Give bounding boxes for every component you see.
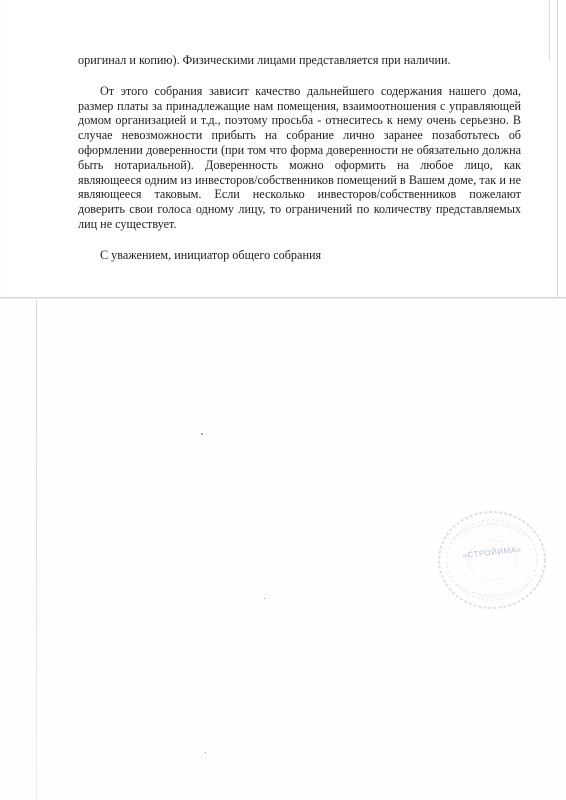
scan-speck xyxy=(205,752,206,753)
body-paragraph: От этого собрания зависит качество дальнейшего содержания нашего дома, размер платы за принадлежащие нам помещения, взаимоотношения с управляющей домом организацией и т.д., поэтому просьба - отнеситесь к нему очень серьезно. В случае невозможности прибыть на собрание лично заранее позаботьтесь об оформлении доверенности (при том что форма доверенности не обязательно должна быть нотариальной). Доверенность можно оформить на любое лицо, как являющееся одним из инвесторов/собственников помещений в Вашем доме, так и не являющееся таковым. Если несколько инвесторов/собственников пожелают доверить свои голоса одному лицу, то ограничений по количеству представляемых лиц не существует. xyxy=(78,83,521,231)
signoff-line: С уважением, инициатор общего собрания xyxy=(100,247,322,262)
sheet-edge xyxy=(0,297,566,299)
organization-stamp xyxy=(436,508,548,612)
scan-speck xyxy=(201,433,203,435)
stamp-text: «СТРОЙИМА» xyxy=(462,544,522,561)
sheet-right-edge xyxy=(549,0,550,60)
notice-text xyxy=(78,53,521,263)
scan-speck xyxy=(264,598,265,599)
lead-line: оригинал и копию). Физическими лицами представляется при наличии. xyxy=(78,53,451,67)
page-fold-line xyxy=(36,300,37,800)
